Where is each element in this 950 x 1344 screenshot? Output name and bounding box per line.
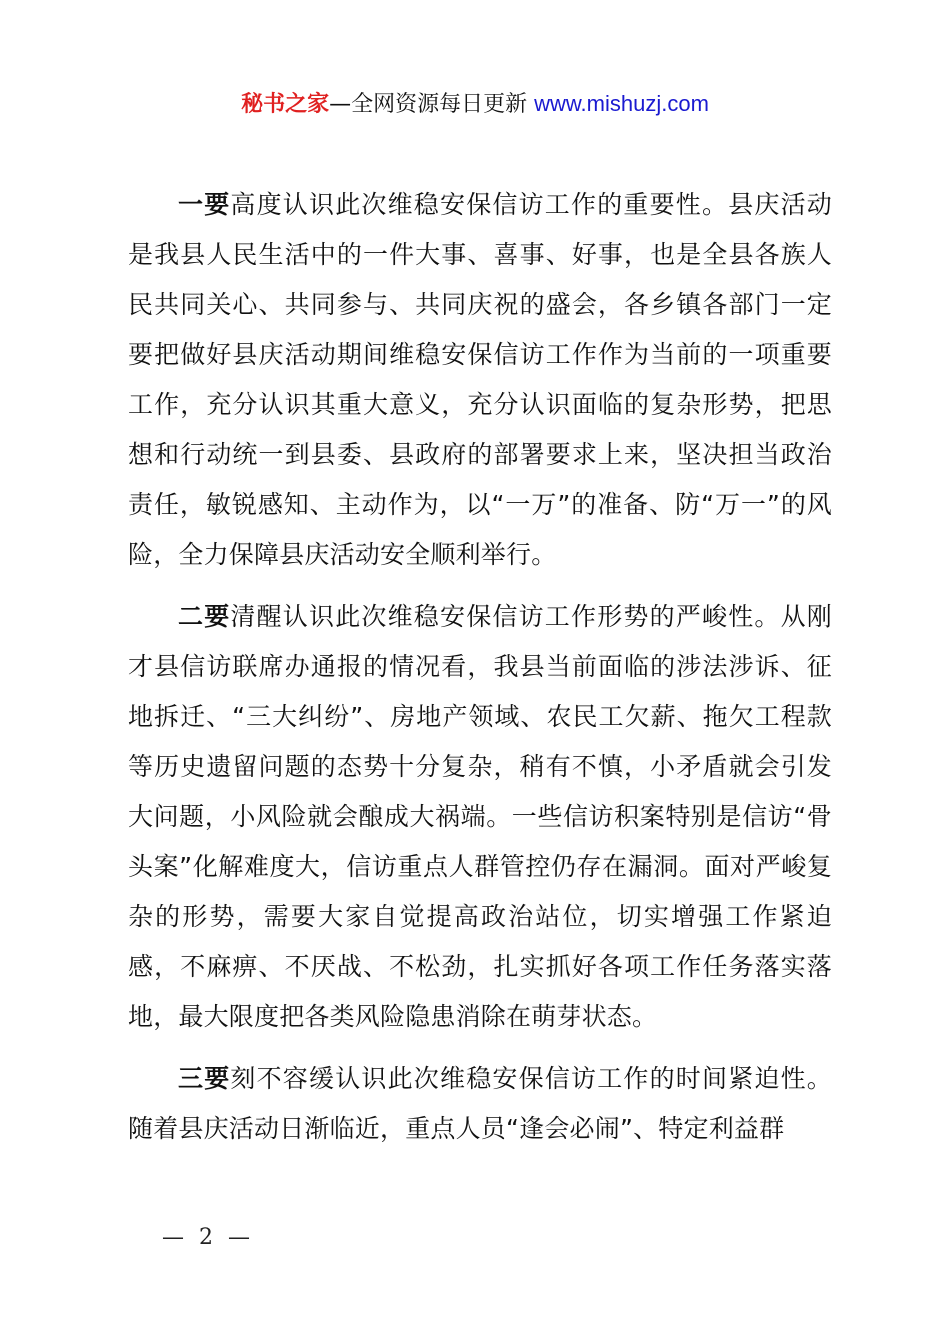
paragraph-1	[128, 180, 832, 580]
paragraph-text: 清醒认识此次维稳安保信访工作形势的严峻性。从刚才县信访联席办通报的情况看，我县当前面临的涉法涉诉、征地拆迁、“三大纠纷”、房地产领域、农民工欠薪、拖欠工程款等历史遗留问题的态势十分复杂，稍有不慎，小矛盾就会引发大问题，小风险就会酿成大祸端。一些信访积案特别是信访“骨头案”化解难度大，信访重点人群管控仍存在漏洞。面对严峻复杂的形势，需要大家自觉提高政治站位，切实增强工作紧迫感，不麻痹、不厌战、不松劲，扎实抓好各项工作任务落实落地，最大限度把各类风险隐患消除在萌芽状态。	[128, 602, 832, 1031]
paragraph-lead: 一要	[178, 190, 231, 219]
site-url[interactable]: www.mishuzj.com	[534, 91, 709, 116]
site-header	[0, 88, 950, 121]
paragraph-lead: 三要	[178, 1064, 231, 1093]
paragraph-lead: 二要	[178, 602, 231, 631]
document-body	[128, 180, 832, 1166]
paragraph-text: 高度认识此次维稳安保信访工作的重要性。县庆活动是我县人民生活中的一件大事、喜事、好事，也是全县各族人民共同关心、共同参与、共同庆祝的盛会，各乡镇各部门一定要把做好县庆活动期间维稳安保信访工作作为当前的一项重要工作，充分认识其重大意义，充分认识面临的复杂形势，把思想和行动统一到县委、县政府的部署要求上来，坚决担当政治责任，敏锐感知、主动作为，以“一万”的准备、防“万一”的风险，全力保障县庆活动安全顺利举行。	[128, 190, 832, 569]
paragraph-2	[128, 592, 832, 1042]
paragraph-text: 刻不容缓认识此次维稳安保信访工作的时间紧迫性。随着县庆活动日渐临近，重点人员“逢会必闹”、特定利益群	[128, 1064, 832, 1143]
paragraph-3	[128, 1054, 832, 1154]
header-tagline: —全网资源每日更新	[329, 92, 535, 117]
page-number: — 2 —	[162, 1225, 254, 1250]
brand-name: 秘书之家	[241, 92, 330, 117]
